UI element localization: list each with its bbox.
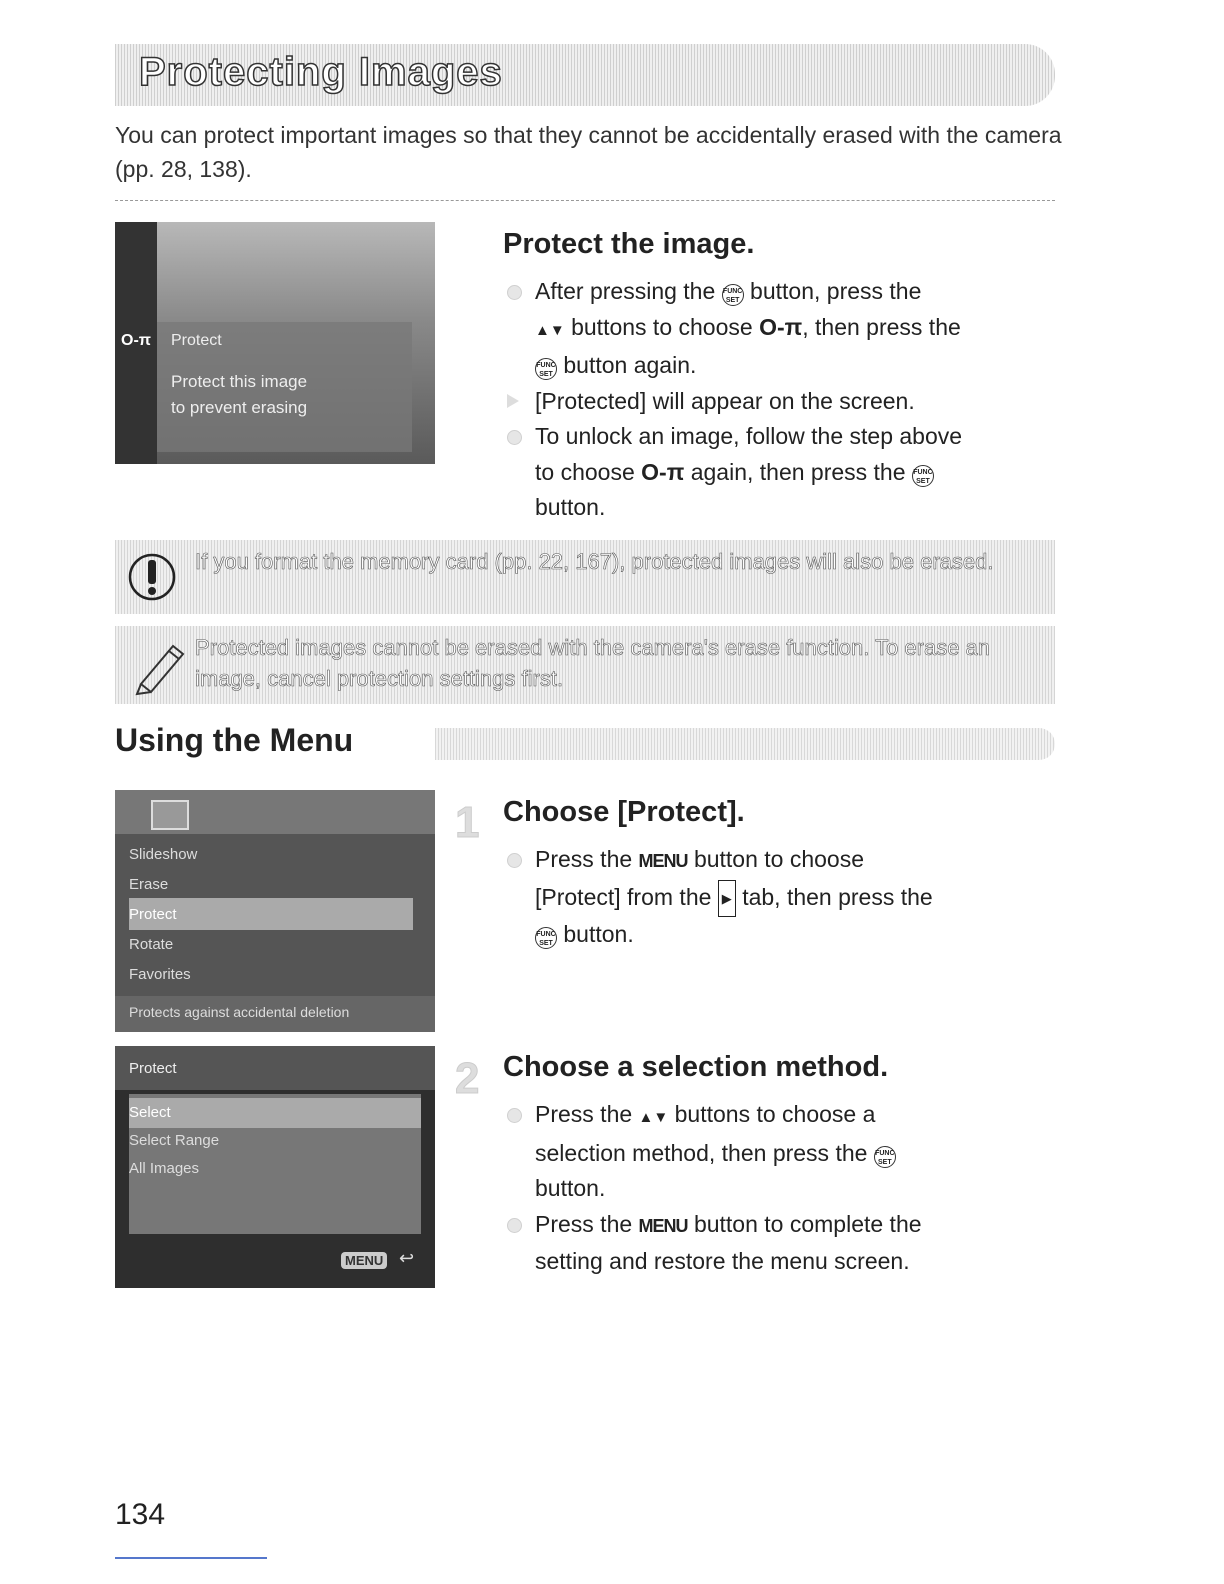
protect-step-title: Protect the image. <box>503 228 755 260</box>
bullet-item: Press the MENU button to choose [Protect] from the ▶ tab, then press the FUNC SET button. <box>503 842 1063 953</box>
intro-text: You can protect important images so that they cannot be accidentally erased with the camera (pp. 28, 138). <box>115 122 1062 182</box>
caution-text: If you format the memory card (pp. 22, 167), protected images will also be erased. <box>195 549 994 574</box>
func-set-icon: FUNC SET <box>722 284 744 306</box>
page-title: Protecting Images <box>139 50 503 94</box>
menu-item: Rotate <box>129 936 174 953</box>
menu-key-label: MENU <box>638 851 688 871</box>
menu-hint: Protects against accidental deletion <box>129 1004 350 1020</box>
selection-item: Select Range <box>129 1132 220 1149</box>
protect-key-icon: O-π <box>759 313 803 340</box>
bullet-item: [Protected] will appear on the screen. <box>503 384 1063 420</box>
section-banner <box>435 728 1055 760</box>
screen-desc-line2: to prevent erasing <box>171 398 308 417</box>
menu-item: Erase <box>129 876 169 893</box>
menu-back-label: MENU <box>341 1252 387 1269</box>
func-set-icon: FUNC SET <box>535 927 557 949</box>
func-set-icon: FUNC SET <box>874 1146 896 1168</box>
selection-heading: Protect <box>129 1060 177 1077</box>
menu-item: Slideshow <box>129 846 198 863</box>
playback-tab-icon <box>151 800 189 830</box>
step2-instructions <box>503 1097 1063 1280</box>
step-number: 2 <box>455 1054 480 1103</box>
menu-screen-image <box>115 790 435 1032</box>
title-banner <box>115 44 1055 106</box>
bullet-item: Press the ▲▼ buttons to choose a selection method, then press the FUNC SET button. <box>503 1097 1063 1207</box>
selection-screen-image <box>115 1046 435 1288</box>
step-number: 1 <box>455 798 480 847</box>
bullet-item: To unlock an image, follow the step above to choose O-π again, then press the FUNC SET button. <box>503 419 1063 526</box>
func-set-icon: FUNC SET <box>535 358 557 380</box>
screen-item-protect: Protect <box>171 332 222 349</box>
divider <box>115 200 1055 201</box>
memo-text: Protected images cannot be erased with the camera's erase function. To erase an image, cancel protection settings first. <box>195 635 991 691</box>
menu-item-selected: Protect <box>129 906 177 923</box>
protect-screen-image <box>115 222 435 464</box>
func-set-icon: FUNC SET <box>912 465 934 487</box>
playback-icon: ▶ <box>718 880 736 918</box>
back-arrow-icon: ↩ <box>399 1248 415 1268</box>
page-number: 134 <box>115 1498 166 1531</box>
caution-icon <box>127 550 177 604</box>
screen-desc-line1: Protect this image <box>171 372 308 391</box>
step1-title: Choose [Protect]. <box>503 796 745 828</box>
pencil-icon <box>129 634 189 696</box>
caution-note <box>115 540 1055 614</box>
protect-key-icon: O-π <box>641 458 685 485</box>
section-title: Using the Menu <box>115 722 354 758</box>
step1-instructions <box>503 842 1063 953</box>
menu-key-label: MENU <box>638 1215 688 1236</box>
page-underline <box>115 1557 267 1559</box>
protect-lock-icon: O-π <box>121 332 152 349</box>
selection-item: All Images <box>129 1160 200 1177</box>
step2-title: Choose a selection method. <box>503 1051 889 1083</box>
bullet-item: Press the MENU button to complete the setting and restore the menu screen. <box>503 1207 1063 1280</box>
protect-instructions <box>503 274 1063 526</box>
memo-note <box>115 626 1055 704</box>
up-down-arrows-icon: ▲▼ <box>638 1109 669 1126</box>
selection-item-selected: Select <box>129 1104 171 1121</box>
bullet-item: After pressing the FUNC SET button, press the ▲▼ buttons to choose O-π, then press the FUNC SET button again. <box>503 274 1063 384</box>
menu-item: Favorites <box>129 966 191 983</box>
up-down-arrows-icon: ▲▼ <box>535 321 565 339</box>
